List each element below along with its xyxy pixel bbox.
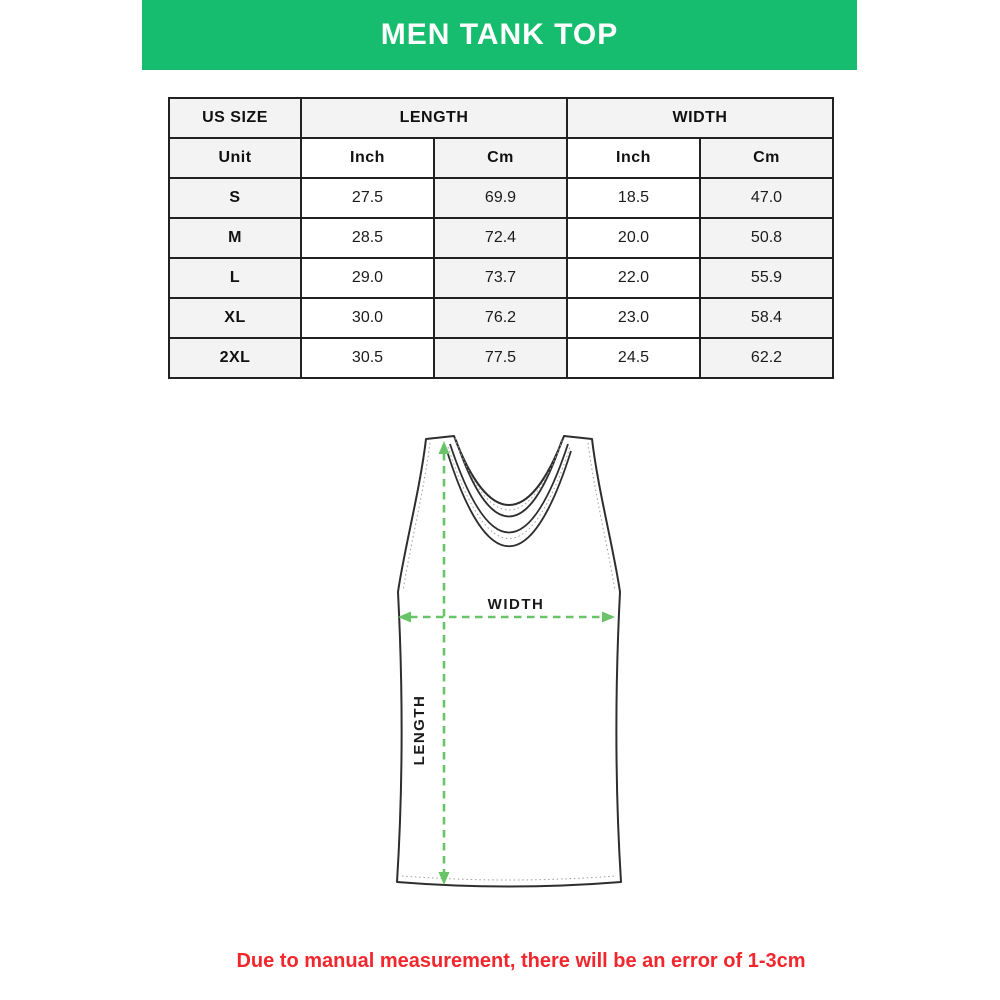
table-header-row [169,98,833,138]
length-label: LENGTH [411,694,428,766]
width-cm-cell: 50.8 [700,218,833,258]
width-cm-cell: 47.0 [700,178,833,218]
width-cm-cell: 62.2 [700,338,833,378]
length-inch-cell: 28.5 [301,218,434,258]
length-inch-cell: 27.5 [301,178,434,218]
length-cm-cell: 76.2 [434,298,567,338]
width-inch-cell: 20.0 [567,218,700,258]
size-cell: XL [169,298,301,338]
length-cm-cell: 72.4 [434,218,567,258]
tank-body-outline [397,436,621,887]
col-header-us-size: US SIZE [169,98,301,138]
table-row [169,218,833,258]
width-inch-cell: 18.5 [567,178,700,218]
table-row [169,298,833,338]
unit-cell: Unit [169,138,301,178]
length-cm-cell: 77.5 [434,338,567,378]
table-row [169,338,833,378]
width-inch-cell: 23.0 [567,298,700,338]
col-header-width: WIDTH [567,98,833,138]
size-cell: L [169,258,301,298]
width-cm-cell: 55.9 [700,258,833,298]
length-cm-cell: 73.7 [434,258,567,298]
col-header-length: LENGTH [301,98,567,138]
table-row [169,178,833,218]
width-inch-cell: 22.0 [567,258,700,298]
length-inch-cell: 30.0 [301,298,434,338]
width-label: WIDTH [487,596,545,613]
unit-cell: Cm [700,138,833,178]
size-chart-table [168,97,834,379]
size-cell: 2XL [169,338,301,378]
table-row [169,258,833,298]
length-cm-cell: 69.9 [434,178,567,218]
unit-cell: Inch [301,138,434,178]
title-banner [142,0,857,70]
width-inch-cell: 24.5 [567,338,700,378]
unit-cell: Cm [434,138,567,178]
page-title: MEN TANK TOP [380,18,619,51]
table-unit-row [169,138,833,178]
size-cell: M [169,218,301,258]
measurement-disclaimer: Due to manual measurement, there will be an error of 1-3cm [236,950,806,972]
width-cm-cell: 58.4 [700,298,833,338]
unit-cell: Inch [567,138,700,178]
length-inch-cell: 30.5 [301,338,434,378]
length-inch-cell: 29.0 [301,258,434,298]
tank-top-illustration [360,420,660,920]
size-cell: S [169,178,301,218]
